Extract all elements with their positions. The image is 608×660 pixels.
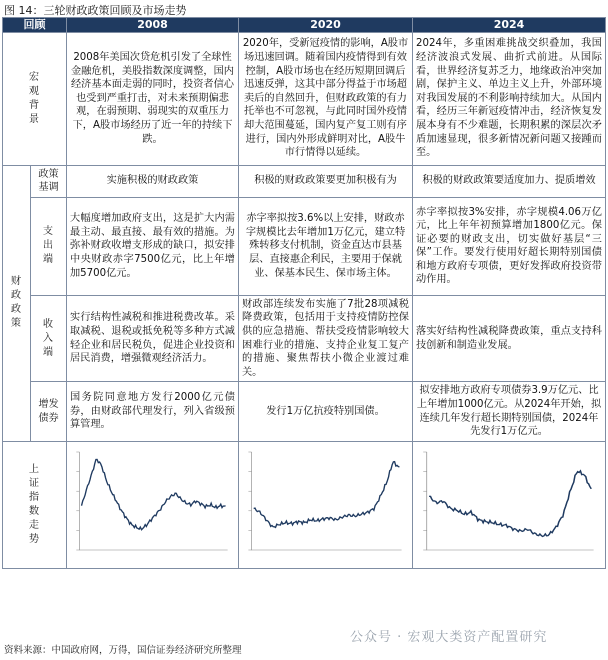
figure-title: 图 14：三轮财政政策回顾及市场走势 [4,4,187,17]
spend-2020: 赤字率拟按3.6%以上安排，财政赤字规模比去年增加1万亿元，建立特殊转移支付机制，资金直达市县基层、直接惠企利民，主要用于保就业、保基本民生、保市场主体。 [239,197,413,295]
header-review: 回顾 [3,18,67,33]
sse-index-line [254,461,400,527]
sse-index-line [429,471,591,537]
chart-row [3,441,606,568]
chart-axes [427,452,594,550]
fiscal-label-cell [3,165,31,441]
income-2008: 实行结构性减税和推进税费改革。采取减税、退税或抵免税等多种方式减轻企业和居民税负，促进企业投资和居民消费，增强微观经济活力。 [67,295,239,382]
macro-row [3,32,606,165]
spend-row [3,197,606,295]
basis-row [3,165,606,197]
macro-label-cell [3,32,67,165]
chart-cell-2024 [413,441,606,568]
chart-label-cell [3,441,67,568]
chart-cell-2020 [239,441,413,568]
macro-2020: 2020年，受新冠疫情的影响，A股市场迅速回调。随着国内疫情得到有效控制，A股市场也在经历短期回调后迅速反弹，这其中部分得益于市场超卖后的自然回升，但财政政策的有力托举也不可忽视，与此同时国外疫情却大范围蔓延，国内复产复工则有序进行，国内外形成鲜明对比，A股牛市行情得以延续。 [239,32,413,165]
bond-2024: 拟安排地方政府专项债券3.9万亿元、比上年增加1000亿元。从2024年开始，拟连续几年发行超长期特别国债，2024年先发行1万亿元。 [413,382,606,441]
income-row [3,295,606,382]
chart-row-label: 上证指数走势 [28,463,41,545]
macro-2024: 2024年，多重困难挑战交织叠加，我国经济波浪式发展、曲折式前进。从国际看，世界经济复苏乏力，地缘政治冲突加剧，保护主义、单边主义上升，外部环境对我国发展的不利影响持续加大。从国内看，经历三年新冠疫情冲击，经济恢复发展本身有不少难题，长期积累的深层次矛盾加速显现，很多新情况新问题又接踵而至。 [413,32,606,165]
income-2024: 落实好结构性减税降费政策，重点支持科技创新和制造业发展。 [413,295,606,382]
header-2020: 2020 [239,18,413,33]
sse-chart-2020 [241,446,410,564]
spend-label: 支出端 [42,226,55,266]
spend-2024: 赤字率拟按3%安排，赤字规模4.06万亿元，比上年年初预算增加1800亿元。保证必要的财政支出，切实做好基层“三保”工作。要发行使用好超长期特别国债和地方政府专项债，更好发挥政府投资带动作用。 [413,197,606,295]
basis-2024: 积极的财政政策要适度加力、提质增效 [413,165,606,197]
header-2024: 2024 [413,18,606,33]
income-label: 收入端 [42,318,55,358]
bond-row [3,382,606,441]
sse-chart-2008 [69,446,236,564]
income-2020: 财政部连续发布实施了7批28项减税降费政策，包括用于支持疫情防控保供的应急措施、帮扶受疫情影响较大困难行业的措施、支持企业复工复产的措施、聚焦帮扶小微企业渡过难关。 [239,295,413,382]
basis-2008: 实施积极的财政政策 [67,165,239,197]
basis-label: 政策基调 [31,165,67,197]
bond-2020: 发行1万亿抗疫特别国债。 [239,382,413,441]
watermark: 公众号 · 宏观大类资产配置研究 [350,630,548,645]
basis-2020: 积极的财政政策要更加积极有为 [239,165,413,197]
header-2008: 2008 [67,18,239,33]
sse-index-line [82,459,226,529]
bond-label: 增发债券 [31,382,67,441]
spend-2008: 大幅度增加政府支出，这是扩大内需最主动、最直接、最有效的措施。为弥补财政收增支形成的缺口，拟安排中央财政赤字7500亿元，比上年增加5700亿元。 [67,197,239,295]
fiscal-label: 财政政策 [10,276,23,330]
chart-cell-2008 [67,441,239,568]
sse-chart-2024 [415,446,603,564]
source-note: 资料来源：中国政府网，万得，国信证券经济研究所整理 [4,645,242,656]
header-row [3,18,606,33]
macro-label: 宏观背景 [28,71,41,125]
income-label-cell [31,295,67,382]
spend-label-cell [31,197,67,295]
policy-table [2,17,606,569]
bond-2008: 国务院同意地方发行2000亿元债券，由财政部代理发行，列入省级预算管理。 [67,382,239,441]
macro-2008: 2008年美国次贷危机引发了全球性金融危机，美股指数深度调整，国内经济基本面走弱的同时，投资者信心也受到严重打击，对未来预期偏悲观，在弱预期、弱现实的双重压力下，A股市场经历了近一年的持续下跌。 [67,32,239,165]
